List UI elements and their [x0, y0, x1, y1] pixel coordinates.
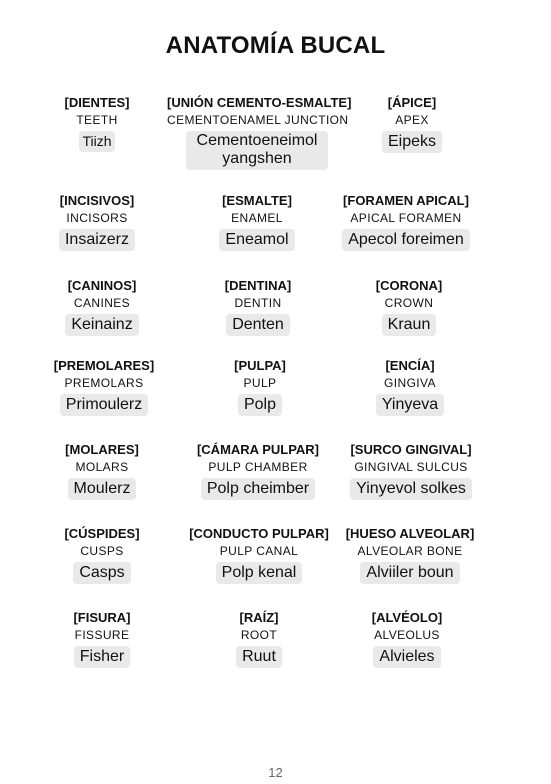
english-term: ALVEOLAR BONE [357, 544, 463, 558]
spanish-term: [UNIÓN CEMENTO-ESMALTE] [167, 95, 352, 110]
page-title: ANATOMÍA BUCAL [165, 32, 386, 59]
pronunciation: Eipeks [382, 131, 442, 153]
english-term: CANINES [73, 296, 131, 310]
term-corona [319, 278, 499, 336]
spanish-term: [CORONA] [375, 278, 443, 293]
spanish-term: [HUESO ALVEOLAR] [345, 526, 475, 541]
spanish-term: [CÁMARA PULPAR] [196, 442, 320, 457]
term-fisura [12, 610, 192, 668]
pronunciation: Apecol foreimen [342, 229, 470, 251]
term-foramen-apical [316, 193, 496, 251]
english-term: PULP CHAMBER [208, 460, 308, 474]
english-term: TEETH [76, 113, 118, 127]
term-hueso-alveolar [320, 526, 500, 584]
spanish-term: [FISURA] [73, 610, 131, 625]
pronunciation: Yinyevol solkes [350, 478, 472, 500]
spanish-term: [CÚSPIDES] [64, 526, 140, 541]
spanish-term: [ALVÉOLO] [371, 610, 443, 625]
english-term: CEMENTOENAMEL JUNCTION [167, 113, 349, 127]
english-term: CROWN [384, 296, 434, 310]
english-term: APICAL FORAMEN [350, 211, 462, 225]
pronunciation: Alviiler boun [360, 562, 459, 584]
pronunciation: Polp kenal [216, 562, 303, 584]
english-term: FISSURE [74, 628, 130, 642]
spanish-term: [DIENTES] [64, 95, 130, 110]
spanish-term: [PREMOLARES] [53, 358, 155, 373]
pronunciation: Casps [73, 562, 130, 584]
pronunciation: Fisher [74, 646, 130, 668]
english-term: GINGIVAL SULCUS [354, 460, 468, 474]
spanish-term: [MOLARES] [65, 442, 139, 457]
page-number: 12 [268, 765, 283, 780]
pronunciation: Kraun [382, 314, 437, 336]
english-term: INCISORS [66, 211, 128, 225]
term-caninos [12, 278, 192, 336]
spanish-term: [SURCO GINGIVAL] [350, 442, 472, 457]
english-term: DENTIN [234, 296, 282, 310]
term-cuspides [12, 526, 192, 584]
spanish-term: [ESMALTE] [222, 193, 292, 208]
term-molares [12, 442, 192, 500]
pronunciation: Eneamol [219, 229, 294, 251]
pronunciation: Ruut [236, 646, 282, 668]
english-term: GINGIVA [384, 376, 436, 390]
term-surco-gingival [321, 442, 501, 500]
spanish-term: [CONDUCTO PULPAR] [189, 526, 329, 541]
pronunciation: Yinyeva [376, 394, 444, 416]
pronunciation: Polp [238, 394, 282, 416]
term-encia [320, 358, 500, 416]
english-term: MOLARS [75, 460, 129, 474]
pronunciation: Insaizerz [59, 229, 135, 251]
pronunciation: Alvieles [373, 646, 440, 668]
term-union-cemento-esmalte [167, 95, 352, 170]
spanish-term: [ÁPICE] [387, 95, 437, 110]
spanish-term: [ENCÍA] [385, 358, 435, 373]
english-term: PULP CANAL [219, 544, 299, 558]
spanish-term: [DENTINA] [224, 278, 292, 293]
spanish-term: [FORAMEN APICAL] [343, 193, 469, 208]
term-premolares [14, 358, 194, 416]
english-term: ENAMEL [231, 211, 283, 225]
spanish-term: [CANINOS] [67, 278, 137, 293]
spanish-term: [RAÍZ] [239, 610, 279, 625]
pronunciation: Polp cheimber [201, 478, 315, 500]
pronunciation: Primoulerz [60, 394, 148, 416]
pronunciation: Cementoeneimol yangshen [186, 131, 328, 170]
spanish-term: [PULPA] [234, 358, 286, 373]
term-dientes [7, 95, 187, 152]
pronunciation: Moulerz [68, 478, 137, 500]
english-term: CUSPS [80, 544, 124, 558]
pronunciation: Tiizh [79, 131, 114, 152]
english-term: PREMOLARS [64, 376, 144, 390]
term-incisivos [7, 193, 187, 251]
english-term: PULP [243, 376, 277, 390]
pronunciation: Denten [226, 314, 290, 336]
pronunciation: Keinainz [65, 314, 138, 336]
english-term: ALVEOLUS [374, 628, 440, 642]
spanish-term: [INCISIVOS] [59, 193, 135, 208]
term-alveolo [317, 610, 497, 668]
english-term: ROOT [240, 628, 278, 642]
english-term: APEX [395, 113, 429, 127]
term-apice [322, 95, 502, 153]
